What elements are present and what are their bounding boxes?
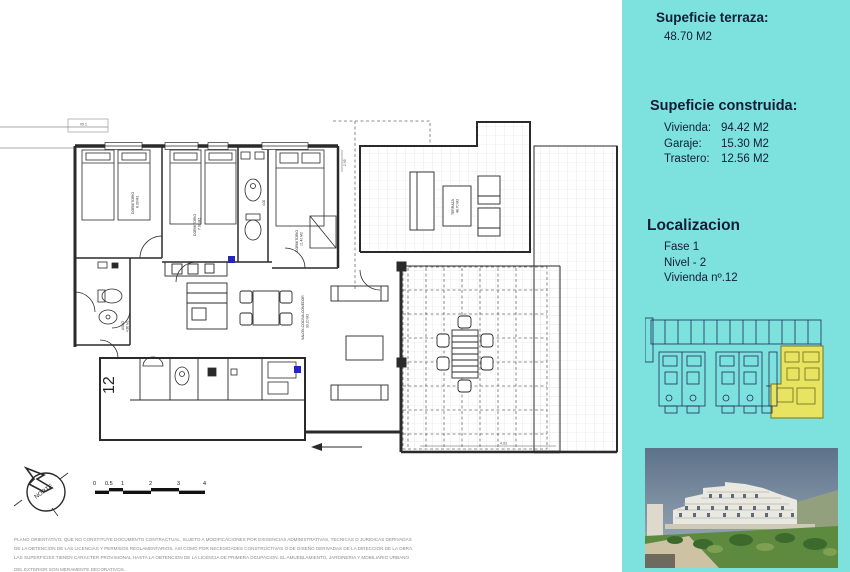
terrace-tiles	[360, 122, 617, 452]
north-arrow	[14, 468, 68, 516]
dim-bottom-right: 4.03	[500, 441, 507, 446]
construida-row-vivienda	[664, 121, 769, 137]
trastero-value: 12.56 M2	[721, 153, 769, 165]
bathroom-area: 4.00	[262, 199, 266, 206]
construida-row-trastero	[664, 152, 769, 168]
bedroom-1	[82, 150, 150, 220]
disclaimer-line-4: DEL EXTERIOR SON MERAMENTE DECORATIVOS.	[14, 567, 126, 572]
unit-clusters	[659, 352, 777, 413]
disclaimer	[14, 537, 413, 572]
localizacion-heading: Localizacion	[647, 217, 741, 234]
kitchen	[165, 262, 227, 329]
vivienda-label: Vivienda:	[664, 122, 712, 134]
photo-base-wall	[665, 524, 815, 529]
terraza-value: 48.70 M2	[664, 31, 712, 43]
scale-tick-3: 3	[177, 481, 181, 487]
apartment-walls	[75, 146, 401, 440]
photo-foreground-wall	[645, 554, 675, 568]
door-arcs	[75, 236, 380, 358]
bedroom-3	[276, 150, 336, 252]
electrical-markers	[228, 256, 301, 373]
entrance-arrow	[311, 443, 362, 451]
disclaimer-line-3: LAS SUPERFICIES TIENEN CARACTER PROVISIONAL HASTA LA OBTENCION DE LA LICENCIA DE PRIMERA OCUPACION. EL AMUEBLAMIENTO, JARDINERIA Y MOBILIARIO URBANO	[14, 555, 410, 560]
aseo-wc	[98, 262, 130, 332]
dining-table	[240, 291, 292, 325]
site-locator-plan	[645, 316, 833, 432]
aseo-area: 4.80 M2	[125, 320, 130, 332]
living-room-sofas	[331, 286, 388, 400]
bedroom-3-area: 11.40 M2	[299, 232, 304, 246]
scale-tick-0: 0	[93, 481, 97, 487]
scale-tick-05: 0.5	[105, 481, 113, 487]
terraza-heading: Supeficie terraza:	[656, 10, 769, 25]
bedroom-2	[170, 150, 236, 236]
vivienda-line: Vivienda nº.12	[664, 272, 738, 284]
localizacion-lines	[664, 240, 738, 287]
terrace-area: 48.70 M2	[455, 198, 460, 213]
nivel-line: Nivel - 2	[664, 256, 707, 269]
bedroom-3-label: DORMITORIO	[295, 230, 299, 252]
living-room-label: SALON-COCINA-COMEDOR	[301, 295, 305, 340]
terrace-label: TERRAZA	[451, 199, 455, 215]
north-label: NORTE	[33, 483, 55, 501]
bathroom	[241, 152, 266, 240]
bedroom-1-label: DORMITORIO	[131, 192, 135, 214]
scale-tick-4: 4	[203, 481, 207, 487]
disclaimer-line-1: PLANO ORIENTATIVO, QUE NO CONSTITUYE DOCUMENTO CONTRACTUAL, SUJETO A MODIFICACIONES POR EXIGENCIAS ADMINISTRATIVAS, TECNICAS O JURIDICAS DERIVADAS	[14, 537, 412, 542]
trastero-label: Trastero:	[664, 153, 710, 165]
utility-block	[143, 357, 296, 394]
highlighted-unit	[771, 346, 823, 418]
construida-heading: Supeficie construida:	[650, 98, 798, 114]
garaje-label: Garaje:	[664, 137, 702, 150]
scale-tick-1: 1	[121, 481, 125, 487]
bedroom-2-area: 7.92 M2	[197, 217, 202, 230]
scale-tick-2: 2	[149, 481, 153, 487]
scale-bar	[93, 481, 206, 494]
fase-line: Fase 1	[664, 241, 700, 253]
bedroom-2-label: DORMITORIO	[193, 214, 197, 236]
dim-right: 2.95	[343, 159, 347, 166]
bedroom-1-area: 8.39 M2	[135, 195, 140, 208]
building-photo	[645, 448, 838, 568]
living-room-area: 33.20 M2	[305, 313, 310, 328]
construida-rows	[664, 121, 769, 168]
aseo-label: ASEO	[121, 321, 125, 330]
construida-row-garaje	[664, 137, 769, 153]
unit-number: 12	[101, 376, 118, 394]
disclaimer-line-2: DE LA OBTENCION DE LAS LICENCIAS Y PERMISOS REGLAMENTARIOS, ASI COMO POR NECESIDADES CONSTRUCTIVAS O DE DISEÑO DERIVADAS DE LA DIRECCION DE LA OBRA.	[14, 546, 414, 551]
garaje-value: 15.30 M2	[721, 137, 769, 150]
photo-left-tower	[647, 504, 663, 538]
dim-top-left: 05.1	[80, 122, 87, 127]
vivienda-value: 94.42 M2	[721, 122, 769, 134]
